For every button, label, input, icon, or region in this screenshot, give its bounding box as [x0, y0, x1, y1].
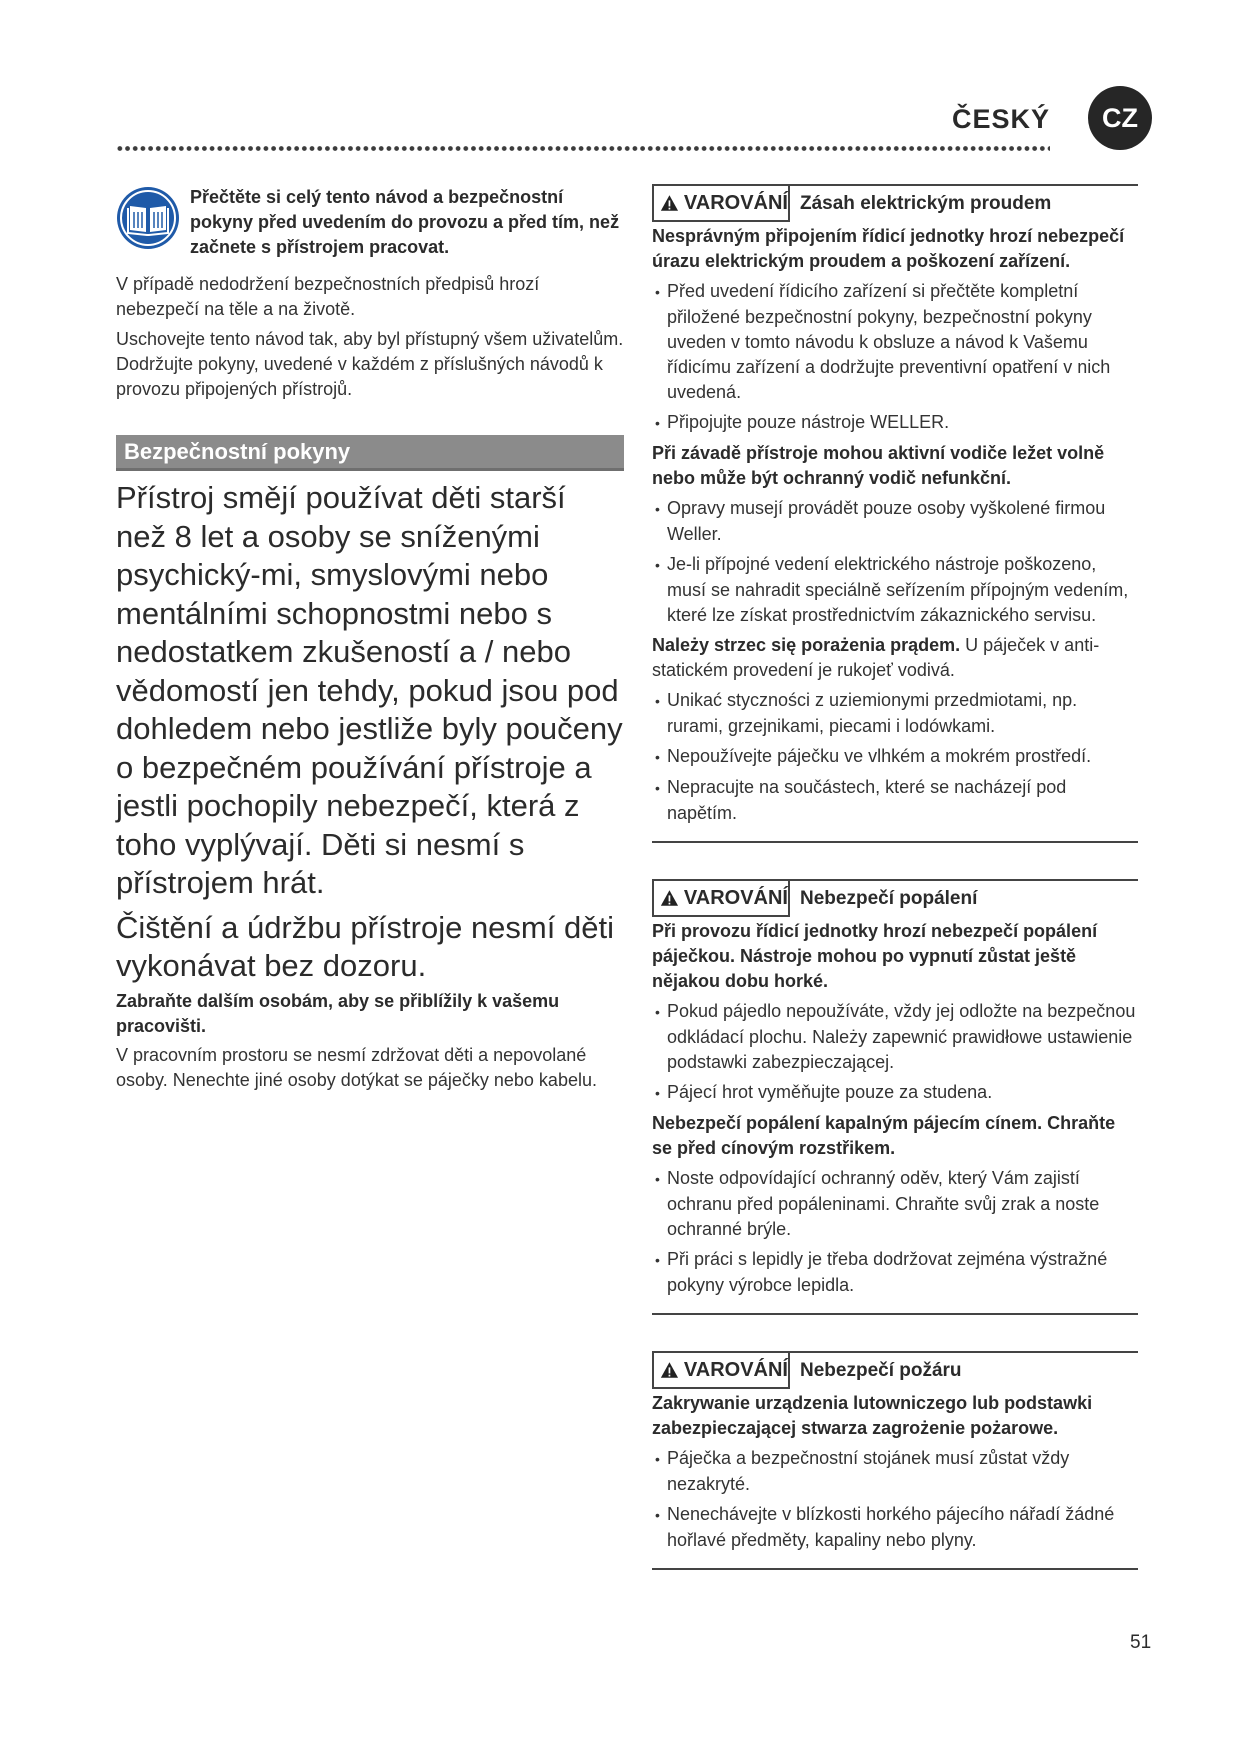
cleaning-warning-text: Čištění a údržbu přístroje nesmí děti vykonávat bez dozoru. [116, 909, 614, 983]
bullet-item: • Nepracujte na součástech, které se nacházejí pod napětím. [652, 775, 1138, 826]
warning-box-electric [652, 184, 1138, 843]
warning-subhead: Nebezpečí popálení kapalným pájecím cínem. Chraňte se před cínovým rozstřikem. [652, 1113, 1116, 1158]
bullet-item: • Nepoužívejte páječku ve vlhkém a mokrém prostředí. [652, 744, 1138, 770]
left-column [116, 185, 624, 1098]
warning-triangle-icon [660, 1360, 679, 1380]
bullet-item: • Před uvedení řídicího zařízení si přečtěte kompletní přiložené bezpečnostní pokyny, bezpečnostní pokyny uveden v tomto návodu k obsluze a návod k Vašemu řídicímu zařízení a dodržujte preventivní opatření v nich uvedená. [652, 279, 1138, 405]
language-badge: CZ [1088, 86, 1152, 150]
bullet-item: • Opravy musejí provádět pouze osoby vyškolené firmou Weller. [652, 496, 1138, 547]
warning-triangle-icon [660, 888, 679, 908]
warning-lead: Nesprávným připojením řídicí jednotky hrozí nebezpečí úrazu elektrickým proudem a poškození zařízení. [652, 226, 1125, 271]
warning-lead: Zakrywanie urządzenia lutowniczego lub podstawki zabezpieczającej stwarza zagrożenie pożarowe. [652, 1393, 1093, 1438]
warning-label [652, 881, 790, 917]
dotted-divider [116, 145, 1050, 152]
language-title: ČESKÝ [951, 104, 1050, 134]
antistatic-rest: U páječek v anti-statickém provedení je rukojeť vodivá. [652, 635, 1100, 680]
warning-title: Nebezpečí popálení [800, 888, 978, 909]
warning-header [652, 881, 1138, 917]
bullet-item: • Unikać styczności z uziemionymi przedmiotami, np. rurami, grzejnikami, piecami i lodówkami. [652, 688, 1138, 739]
section-title: Bezpečnostní pokyny [116, 435, 624, 471]
warning-body [652, 917, 1138, 1313]
bullet-item: • Nenechávejte v blízkosti horkého pájecího nářadí žádné hořlavé předměty, kapaliny nebo plyny. [652, 1502, 1138, 1553]
intro-block [116, 185, 624, 260]
warning-label [652, 186, 790, 222]
warning-subhead: Při závadě přístroje mohou aktivní vodiče ležet volně nebo může být ochranný vodič nefunkční. [652, 443, 1105, 488]
bullet-item: • Pájecí hrot vyměňujte pouze za studena. [652, 1080, 1138, 1106]
bullet-item: • Je-li přípojné vedení elektrického nástroje poškozeno, musí se nahradit speciálně seřízením přípojným vedením, které lze získat prostřednictvím zákaznického servisu. [652, 552, 1138, 628]
warning-label-text: VAROVÁNÍ [683, 886, 788, 909]
workplace-paragraph: V pracovním prostoru se nesmí zdržovat děti a nepovolané osoby. Nenechte jiné osoby dotýkat se páječky nebo kabelu. [116, 1044, 597, 1090]
antistatic-paragraph [652, 633, 1138, 683]
warning-body [652, 222, 1138, 841]
bullet-item: • Noste odpovídající ochranný oděv, který Vám zajistí ochranu před popáleninami. Chraňte svůj zrak a noste ochranné brýle. [652, 1166, 1138, 1242]
warning-header [652, 1353, 1138, 1389]
intro-bold-text: Přečtěte si celý tento návod a bezpečnostní pokyny před uvedením do provozu a před tím, než začnete s přístrojem pracovat. [190, 187, 620, 257]
warning-header [652, 186, 1138, 222]
warning-label-text: VAROVÁNÍ [683, 1358, 788, 1381]
antistatic-bold: Należy strzec się porażenia prądem. [652, 635, 961, 655]
warning-box-fire [652, 1351, 1138, 1570]
right-column [652, 184, 1138, 1606]
bullet-item: • Pokud pájedlo nepoužíváte, vždy jej odložte na bezpečnou odkládací plochu. Należy zapewnić prawidłowe ustawienie podstawki zabezpieczającej. [652, 999, 1138, 1075]
bullet-item: • Páječka a bezpečnostní stojánek musí zůstat vždy nezakryté. [652, 1446, 1138, 1497]
warning-title: Zásah elektrickým proudem [800, 193, 1052, 214]
workplace-bold-text: Zabraňte dalším osobám, aby se přiblížily k vašemu pracovišti. [116, 990, 560, 1036]
warning-triangle-icon [660, 193, 679, 213]
bullet-item: • Připojujte pouze nástroje WELLER. [652, 410, 1138, 436]
warning-lead: Při provozu řídicí jednotky hrozí nebezpečí popálení páječkou. Nástroje mohou po vypnutí zůstat ještě nějakou dobu horké. [652, 921, 1098, 991]
keep-manual-paragraph: Uschovejte tento návod tak, aby byl přístupný všem uživatelům. Dodržujte pokyny, uvedené v každém z příslušných návodů k provozu připojených přístrojů. [116, 329, 624, 399]
warning-body [652, 1389, 1138, 1568]
manual-book-icon [116, 186, 180, 250]
warning-label-text: VAROVÁNÍ [683, 191, 788, 214]
warning-label [652, 1353, 790, 1389]
bullet-item: • Při práci s lepidly je třeba dodržovat zejména výstražné pokyny výrobce lepidla. [652, 1247, 1138, 1298]
page-number: 51 [1130, 1632, 1152, 1653]
warning-title: Nebezpečí požáru [800, 1360, 962, 1381]
danger-paragraph: V případě nedodržení bezpečnostních předpisů hrozí nebezpečí na těle a na životě. [116, 274, 540, 319]
warning-box-burn [652, 879, 1138, 1315]
children-warning-text: Přístroj smějí používat děti starší než 8 let a osoby se sníženými psychický-mi, smyslovými nebo mentálními schopnostmi nebo s nedostatkem zkušeností a / nebo vědomostí jen tehdy, pokud jsou pod dohledem nebo jestliže byly poučeny o bezpečném používání přístroje a jestli pochopily nebezpečí, která z toho vyplývají. Děti si nesmí s přístrojem hrát. [116, 480, 623, 900]
